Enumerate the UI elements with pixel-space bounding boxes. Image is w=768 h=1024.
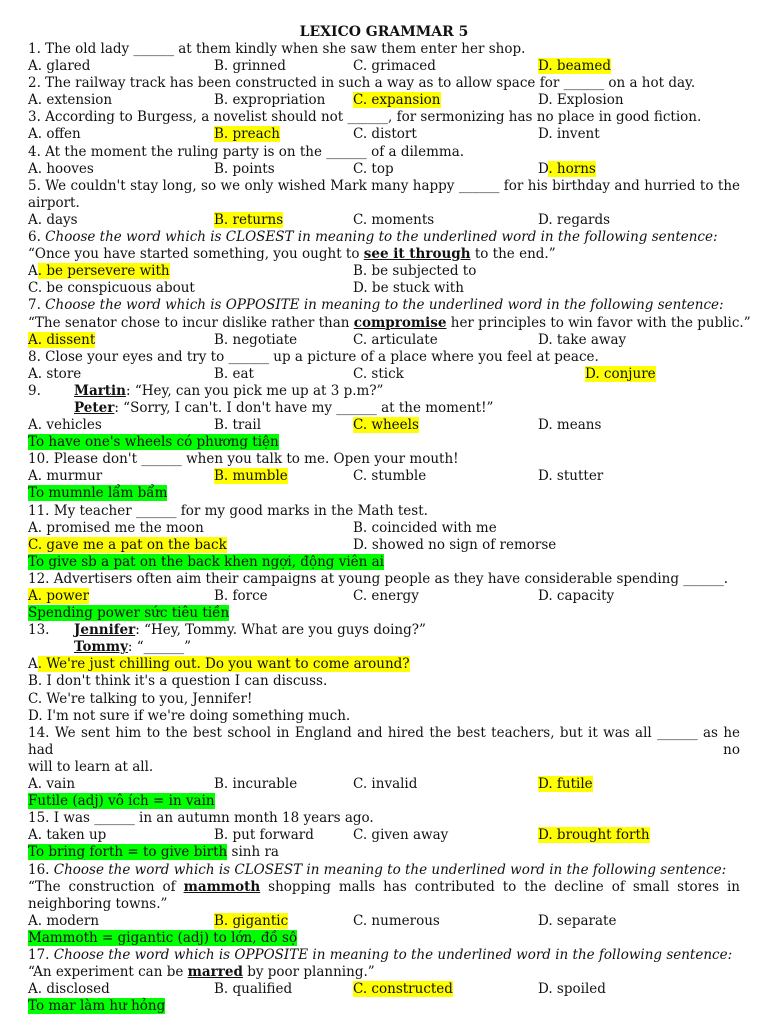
option-b-answer: B. preach <box>214 126 280 143</box>
question-16-sentence-cont: neighboring towns.” <box>28 895 168 912</box>
question-14-stem-cont: will to learn at all. <box>28 758 154 775</box>
option-a: A. promised me the moon <box>28 519 204 536</box>
question-17-instruction <box>28 947 740 964</box>
page-title: LEXICO GRAMMAR 5 <box>299 24 469 40</box>
instruction-text: Choose the word which is OPPOSITE in meaning to the underlined word in the following sentence: <box>53 946 733 963</box>
option-d-answer: D. futile <box>538 776 593 793</box>
option-a: A. extension <box>28 92 113 109</box>
question-14-stem: 14. We sent him to the best school in England and hired the best teachers, but it was all ______ as he had no <box>28 724 740 758</box>
question-4-options <box>28 161 740 178</box>
question-number: 17. <box>28 946 54 963</box>
option-b: B. eat <box>214 365 254 382</box>
option-c-answer: C. wheels <box>353 417 419 434</box>
sentence-text: “The construction of <box>28 878 184 895</box>
option-c: C. grimaced <box>353 58 436 75</box>
instruction-text: Choose the word which is OPPOSITE in meaning to the underlined word in the following sentence: <box>45 297 724 314</box>
question-9-line2 <box>28 400 740 417</box>
question-8-options <box>28 366 740 383</box>
option-c: C. stick <box>353 365 404 382</box>
question-number: 6. <box>28 229 46 246</box>
question-16-instruction <box>28 862 740 879</box>
question-6-options-row1 <box>28 263 740 280</box>
instruction-text: Choose the word which is CLOSEST in meaning to the underlined word in the following sentence: <box>53 861 727 878</box>
option-a: A. vehicles <box>28 417 102 434</box>
option-b: B. expropriation <box>214 92 326 109</box>
question-7-sentence <box>28 314 751 332</box>
speaker-name: Peter <box>74 399 115 416</box>
question-15-options <box>28 827 740 844</box>
speaker-name: Jennifer <box>74 622 136 639</box>
dialogue-text: : “Hey, Tommy. What are you guys doing?” <box>135 622 426 639</box>
option-c: C. be conspicuous about <box>28 280 195 297</box>
question-14-options <box>28 776 740 793</box>
option-c: C. invalid <box>353 776 418 793</box>
option-c-answer: C. expansion <box>353 92 441 109</box>
option-b: B. be subjected to <box>353 263 477 280</box>
option-c: C. numerous <box>353 912 440 929</box>
option-d: D. capacity <box>538 588 615 604</box>
option-d: D. I'm not sure if we're doing something much. <box>28 707 351 724</box>
option-d-answer: . horns <box>548 160 596 177</box>
worksheet <box>28 24 751 1015</box>
question-number: 9. <box>28 382 41 399</box>
question-1-options <box>28 58 740 75</box>
question-11-options-row1 <box>28 520 740 537</box>
option-d: D. take away <box>538 331 627 348</box>
dialogue-text: : “Hey, can you pick me up at 3 p.m?” <box>125 382 384 399</box>
option-d: D. invent <box>538 126 600 143</box>
sentence-text: her principles to win favor with the public.” <box>446 314 751 331</box>
option-b: B. points <box>214 160 275 177</box>
option-d: D. showed no sign of remorse <box>353 536 557 553</box>
option-d: D. separate <box>538 912 617 929</box>
question-10-stem: 10. Please don't ______ when you talk to me. Open your mouth! <box>28 451 459 468</box>
question-12-stem: 12. Advertisers often aim their campaigns at young people as they have considerable spending ______. <box>28 570 729 587</box>
option-c: C. energy <box>353 588 419 604</box>
question-4-stem: 4. At the moment the ruling party is on the ______ of a dilemma. <box>28 143 465 160</box>
option-d-answer: D. conjure <box>585 365 656 382</box>
option-a-answer: A. power <box>28 588 90 604</box>
question-15-stem: 15. I was ______ in an autumn month 18 years ago. <box>28 810 374 827</box>
question-3-options <box>28 126 740 143</box>
vocabulary-note: To mumnle lẩm bẩm <box>28 485 168 502</box>
option-a: A. days <box>28 211 78 228</box>
option-b: B. put forward <box>214 827 314 844</box>
question-13-line2 <box>28 639 740 656</box>
option-c: C. We're talking to you, Jennifer! <box>28 690 253 707</box>
option-a: A. vain <box>28 776 76 793</box>
question-3-stem: 3. According to Burgess, a novelist should not ______, for sermonizing has no place in good fiction. <box>28 109 702 126</box>
question-11-options-row2 <box>28 537 740 554</box>
question-12-options <box>28 588 740 605</box>
option-d: D. means <box>538 417 602 434</box>
option-a: A. hooves <box>28 160 94 177</box>
option-d: D. stutter <box>538 468 604 485</box>
option-c: C. top <box>353 160 394 177</box>
option-d-letter: D <box>538 160 549 177</box>
option-c: C. distort <box>353 126 417 143</box>
underlined-word: mammoth <box>183 878 261 895</box>
question-6-instruction <box>28 229 740 246</box>
option-d: D. Explosion <box>538 92 624 109</box>
option-b: B. coincided with me <box>353 519 497 536</box>
option-b: B. grinned <box>214 58 286 75</box>
question-17-sentence <box>28 964 740 981</box>
question-2-options <box>28 92 740 109</box>
option-a-answer: A. dissent <box>28 331 96 348</box>
sentence-text: “An experiment can be <box>28 964 188 981</box>
question-number: 16. <box>28 861 54 878</box>
option-a-answer: . We're just chilling out. Do you want to come around? <box>37 656 410 673</box>
sentence-text: “The senator chose to incur dislike rather than <box>28 314 354 331</box>
question-6-sentence <box>28 246 740 263</box>
option-b-answer: B. returns <box>214 211 284 228</box>
option-a: A. murmur <box>28 468 103 485</box>
option-a: A. modern <box>28 912 100 929</box>
vocabulary-note-meaning: sinh ra <box>227 844 279 861</box>
option-b: B. negotiate <box>214 331 298 348</box>
vocabulary-note: To have one's wheels có phương tiện <box>28 434 279 451</box>
question-7-options <box>28 332 740 349</box>
option-a: A. taken up <box>28 827 107 844</box>
option-a-letter: A <box>28 656 38 673</box>
dialogue-text: : “______” <box>127 639 192 656</box>
option-c: C. stumble <box>353 468 427 485</box>
vocabulary-note: Spending power sức tiêu tiền <box>28 605 230 622</box>
question-number: 7. <box>28 297 46 314</box>
option-c: C. given away <box>353 827 449 844</box>
option-b: B. trail <box>214 417 262 434</box>
option-d-answer: D. brought forth <box>538 827 650 844</box>
question-16-options <box>28 913 740 930</box>
option-b-answer: B. gigantic <box>214 912 289 929</box>
question-1-stem: 1. The old lady ______ at them kindly when she saw them enter her shop. <box>28 41 526 57</box>
question-number: 13. <box>28 622 50 639</box>
option-c: C. articulate <box>353 331 438 348</box>
vocabulary-note: To bring forth = to give birth <box>28 844 228 861</box>
option-b: B. incurable <box>214 776 298 793</box>
question-13-option-a <box>28 656 740 673</box>
instruction-text: Choose the word which is CLOSEST in meaning to the underlined word in the following sentence: <box>45 229 718 246</box>
speaker-name: Tommy <box>74 639 128 656</box>
question-5-stem-cont: airport. <box>28 194 80 211</box>
question-5-options <box>28 212 740 229</box>
question-13-line1 <box>28 622 740 639</box>
option-c-answer: C. constructed <box>353 981 453 998</box>
option-c: C. moments <box>353 211 435 228</box>
option-b: B. force <box>214 588 268 604</box>
sentence-text: by poor planning.” <box>242 964 375 981</box>
option-a-letter: A <box>28 263 38 280</box>
vocabulary-note: Futile (adj) vô ích <box>28 793 149 810</box>
question-17-options <box>28 981 740 998</box>
dialogue-text: : “Sorry, I can't. I don't have my ______ at the moment!” <box>114 399 494 416</box>
question-10-options <box>28 468 740 485</box>
question-9-options <box>28 417 740 434</box>
option-b-answer: B. mumble <box>214 468 288 485</box>
vocabulary-note: Mammoth = gigantic (adj) to lớn, đồ sộ <box>28 929 298 946</box>
option-a: A. glared <box>28 58 91 75</box>
option-d: D. be stuck with <box>353 280 464 297</box>
option-d: D. regards <box>538 211 611 228</box>
option-c-answer: C. gave me a pat on the back <box>28 536 227 553</box>
vocabulary-note-synonym: = in vain <box>148 793 215 810</box>
sentence-text: to the end.” <box>470 246 556 263</box>
option-a: A. offen <box>28 126 81 143</box>
question-11-stem: 11. My teacher ______ for my good marks in the Math test. <box>28 502 428 519</box>
sentence-text: shopping malls has contributed to the decline of small stores in <box>260 878 740 895</box>
option-d-answer: D. beamed <box>538 58 612 75</box>
option-b: B. qualified <box>214 981 293 998</box>
sentence-text: “Once you have started something, you ought to <box>28 246 364 263</box>
question-8-stem: 8. Close your eyes and try to ______ up a picture of a place where you feel at peace. <box>28 348 599 365</box>
underlined-word: compromise <box>353 314 447 331</box>
option-b: B. I don't think it's a question I can discuss. <box>28 673 328 690</box>
option-d: D. spoiled <box>538 981 606 998</box>
question-2-stem: 2. The railway track has been constructed in such a way as to allow space for ______ on a hot day. <box>28 75 696 92</box>
option-a-answer: . be persevere with <box>37 263 170 280</box>
question-6-options-row2 <box>28 280 740 297</box>
question-7-instruction <box>28 297 740 314</box>
question-9-line1 <box>28 383 740 400</box>
vocabulary-note: To mar làm hư hỏng <box>28 998 166 1015</box>
option-a: A. disclosed <box>28 981 110 998</box>
underlined-word: see it through <box>363 246 471 263</box>
option-a: A. store <box>28 365 82 382</box>
underlined-word: marred <box>187 964 243 981</box>
vocabulary-note: To give sb a pat on the back khen ngợi, động viên ai <box>28 553 384 570</box>
speaker-name: Martin <box>74 382 126 399</box>
question-5-stem: 5. We couldn't stay long, so we only wished Mark many happy ______ for his birthday and hurried to the <box>28 177 740 194</box>
question-16-sentence <box>28 879 740 896</box>
